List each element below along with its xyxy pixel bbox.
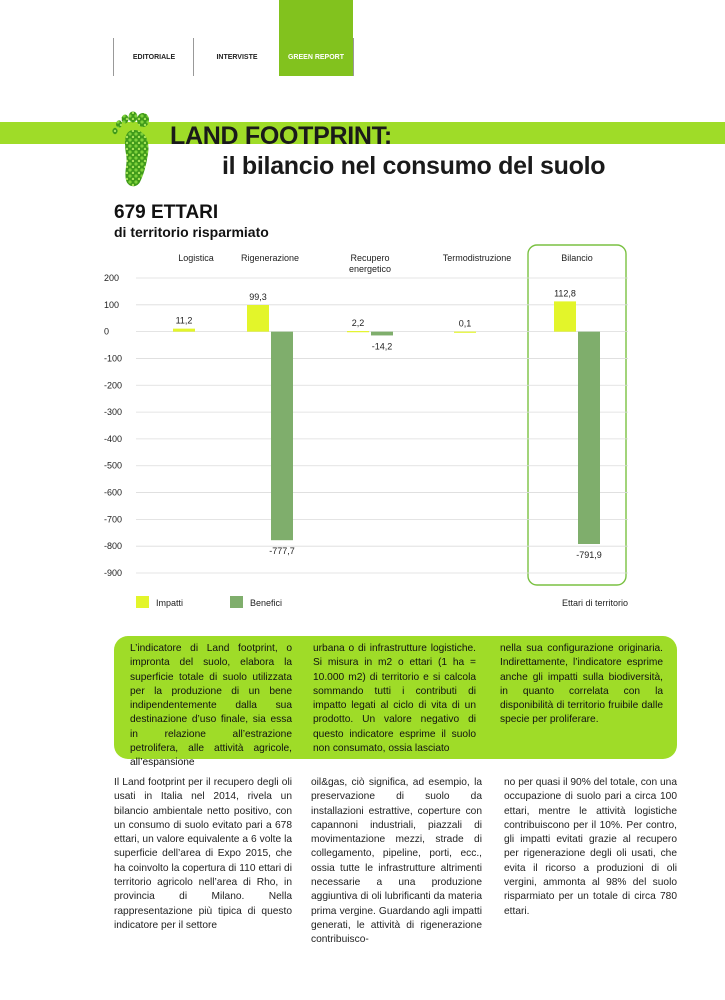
data-label: 112,8 [554, 288, 576, 299]
category-label: energetico [348, 264, 392, 274]
bar-benefici [371, 332, 393, 336]
legend-swatch-benefici [230, 596, 243, 608]
chart-headline: 679 ETTARI [114, 202, 219, 223]
y-tick-label: -300 [104, 407, 123, 418]
unit-label: Ettari di territorio [561, 598, 628, 608]
category-label: Rigenerazione [240, 253, 300, 263]
definition-text-col1: L’indicatore di Land footprint, o impronta del suolo, elabora la superficie totale di suolo utilizzata per la produzione di un bene indipendentemente dalla sua destinazione d’uso finale, sia essa in relazione all’estrazione petrolifera, alle attività agricole, all’espansione [130, 643, 292, 769]
y-tick-label: 200 [104, 273, 120, 283]
y-tick-label: -800 [104, 541, 123, 552]
page-title-line2: il bilancio nel consumo del suolo [222, 152, 606, 180]
category-label: Logistica [178, 253, 214, 263]
y-tick-label: -600 [104, 487, 123, 498]
land-footprint-chart [100, 240, 640, 620]
data-label: -777,7 [269, 546, 295, 557]
footprint-icon [110, 108, 158, 190]
bar-impatti [554, 301, 576, 331]
y-tick-label: -700 [104, 514, 123, 525]
y-tick-label: -400 [104, 433, 123, 444]
nav-active-highlight [279, 0, 353, 38]
bar-impatti [173, 329, 195, 332]
y-tick-label: 0 [104, 326, 110, 337]
bar-benefici [271, 332, 293, 541]
data-label: 0,1 [458, 318, 472, 329]
legend-label-impatti: Impatti [156, 598, 184, 608]
chart-subheadline: di territorio risparmiato [114, 224, 269, 240]
tab-label: EDITORIALE [132, 53, 176, 61]
category-label: Recupero [350, 253, 390, 263]
y-tick-label: -200 [104, 380, 123, 391]
definition-text-col2: urbana o di infrastrutture logistiche. Si misura in m2 o ettari (1 ha = 10.000 m2) di territorio e si calcola sommando tutti i contributi di impatto legati al ciclo di vita di un prodotto. Un valore negativo di questo indicatore esprime il suolo non consumato, ossia lasciato [313, 643, 476, 755]
data-label: -791,9 [576, 550, 602, 561]
body-text-col3: no per quasi il 90% del totale, con una occupazione di suolo pari a circa 100 ettari, mentre le attività logistiche contribuiscono per il 10%. Per contro, gli impatti evitati grazie al recupero per rigenerazione degli oli usati, che evita il ricorso a produzioni di oli vergini, ammonta al 98% del suolo risparmiato per un totale di circa 780 ettari. [504, 777, 677, 917]
category-label: Termodistruzione [442, 253, 512, 263]
data-label: 11,2 [175, 315, 193, 326]
body-text-col1: Il Land footprint per il recupero degli oli usati in Italia nel 2014, rivela un bilancio ambientale netto positivo, con un consumo di suolo evitato pari a 678 ettari, un valore equivalente a 6 volte la superficie dell’area di Expo 2015, che ha coinvolto la copertura di 110 ettari di territorio agricolo nell’area di Rho, in provincia di Milano. Nella rappresentazione più tipica di questo indicatore per il settore [114, 777, 292, 931]
tab-interviste[interactable] [193, 38, 280, 76]
definition-text-col3: nella sua configurazione originaria. Indirettamente, l’indicatore esprime anche gli impatti sulla biodiversità, in quanto correlata con la disponibilità di territorio fruibile dalle specie per proliferare. [500, 643, 663, 726]
y-tick-label: -500 [104, 460, 123, 471]
y-tick-label: 100 [104, 299, 120, 310]
category-label: Bilancio [561, 253, 593, 263]
legend-label-benefici: Benefici [250, 598, 283, 608]
legend-swatch-impatti [136, 596, 149, 608]
bilancio-highlight-frame [528, 245, 626, 585]
page-title-line1: LAND FOOTPRINT: [170, 122, 392, 150]
y-tick-label: -900 [104, 568, 123, 578]
tab-editoriale[interactable] [113, 38, 194, 76]
tab-green-report[interactable] [279, 38, 354, 76]
data-label: 99,3 [249, 292, 267, 303]
data-label: -14,2 [371, 341, 393, 352]
body-text-col2: oil&gas, ciò significa, ad esempio, la preservazione di suolo da installazioni estrattive, coperture con capannoni industriali, piazzali di movimentazione mezzi, strade di collegamento, pipeline, porti, ecc., ossia tutte le infrastrutture altrimenti necessarie a una produzione aggiuntiva di oli lubrificanti da materia prima vergine. Guardando agli impatti generati, le attività di rigenerazione contribuisco- [311, 777, 482, 946]
tab-label: GREEN REPORT [287, 53, 344, 61]
bar-impatti [247, 305, 269, 332]
tab-label: INTERVISTE [216, 53, 258, 61]
bar-benefici [578, 332, 600, 544]
y-tick-label: -100 [104, 353, 123, 364]
data-label: 2,2 [351, 318, 365, 329]
bar-impatti [347, 331, 369, 332]
bar-impatti [454, 332, 476, 333]
